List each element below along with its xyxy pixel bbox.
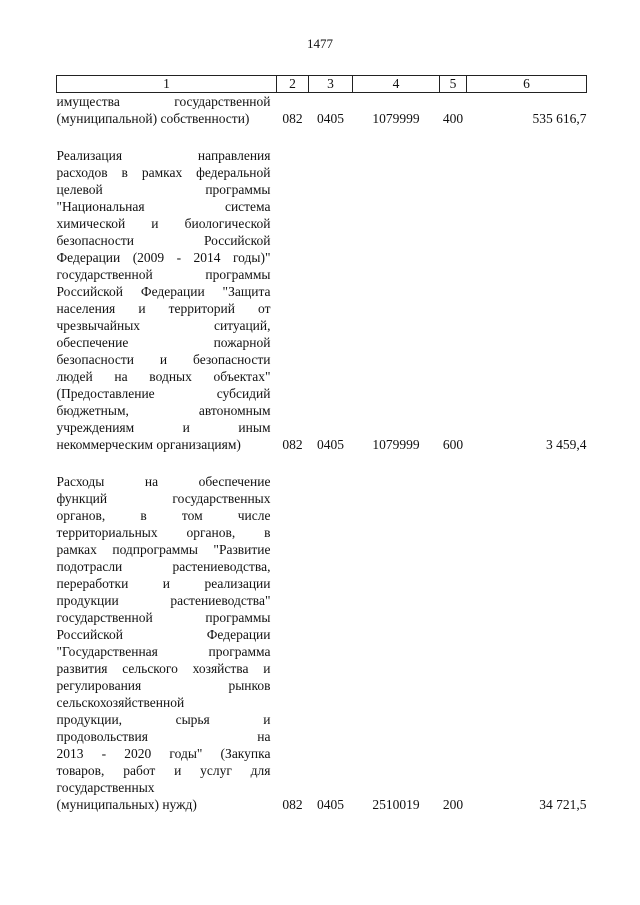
page-number: 1477 [307, 36, 333, 51]
description-line: переработки и реализации [56, 576, 271, 591]
description-line: товаров, работ и услуг для [56, 763, 271, 778]
description-line: безопасности и безопасности [56, 352, 271, 367]
column-header: 5 [440, 76, 467, 93]
description-line: Российской Федерации [56, 627, 271, 642]
description-line: "Национальная система [56, 199, 271, 214]
description-line: развития сельского хозяйства и [56, 661, 271, 676]
column-header: 6 [467, 76, 587, 93]
column-header: 3 [309, 76, 353, 93]
section-code: 0405 [317, 437, 344, 452]
description-line: регулирования рынков [56, 678, 271, 693]
description-line: подотрасли растениеводства, [56, 559, 271, 574]
description-line: функций государственных [56, 491, 271, 506]
amount: 34 721,5 [539, 797, 587, 812]
target-code: 2510019 [372, 797, 420, 812]
description-line: Федерации (2009 - 2014 годы)" [56, 250, 271, 265]
description-line: продовольствия на [56, 729, 271, 744]
description-line: "Государственная программа [56, 644, 271, 659]
amount: 535 616,7 [532, 111, 587, 126]
row-description [57, 93, 277, 128]
description-line: учреждениям и иным [56, 420, 271, 435]
column-header: 4 [353, 76, 440, 93]
section-code: 0405 [317, 111, 344, 126]
description-line: (муниципальной) собственности) [56, 111, 250, 126]
budget-table [56, 75, 587, 813]
description-line: (муниципальных) нужд) [56, 797, 197, 812]
row-description [57, 147, 277, 453]
column-header: 1 [57, 76, 277, 93]
description-line: целевой программы [56, 182, 271, 197]
description-line: (Предоставление субсидий [56, 386, 271, 401]
description-line: территориальных органов, в [56, 525, 271, 540]
description-line: безопасности Российской [56, 233, 271, 248]
description-line: 2013 - 2020 годы" (Закупка [56, 746, 271, 761]
description-line: сельскохозяйственной [56, 695, 185, 710]
admin-code: 082 [282, 437, 303, 452]
description-line: людей на водных объектах" [56, 369, 271, 384]
expense-kind: 400 [442, 111, 464, 126]
expense-kind: 200 [442, 797, 464, 812]
description-line: рамках подпрограммы "Развитие [56, 542, 271, 557]
section-code: 0405 [317, 797, 344, 812]
description-line: Российской Федерации "Защита [56, 284, 271, 299]
description-line: Реализация направления [56, 148, 271, 163]
description-line: чрезвычайных ситуаций, [56, 318, 271, 333]
description-line: населения и территорий от [56, 301, 271, 316]
admin-code: 082 [282, 111, 303, 126]
table-row [57, 93, 587, 128]
table-row [57, 147, 587, 453]
column-header-row [57, 76, 587, 93]
amount: 3 459,4 [546, 437, 587, 452]
description-line: химической и биологической [56, 216, 271, 231]
description-line: органов, в том числе [56, 508, 271, 523]
description-line: продукции растениеводства" [56, 593, 271, 608]
description-line: государственных [56, 780, 155, 795]
description-line: Расходы на обеспечение [56, 474, 271, 489]
column-header: 2 [277, 76, 309, 93]
table-row [57, 473, 587, 813]
description-line: продукции, сырья и [56, 712, 271, 727]
description-line: имущества государственной [56, 94, 271, 109]
description-line: расходов в рамках федеральной [56, 165, 271, 180]
target-code: 1079999 [372, 437, 420, 452]
description-line: бюджетным, автономным [56, 403, 271, 418]
target-code: 1079999 [372, 111, 420, 126]
admin-code: 082 [282, 797, 303, 812]
row-description [57, 473, 277, 813]
description-line: обеспечение пожарной [56, 335, 271, 350]
description-line: некоммерческим организациям) [56, 437, 241, 452]
expense-kind: 600 [442, 437, 464, 452]
description-line: государственной программы [56, 267, 271, 282]
description-line: государственной программы [56, 610, 271, 625]
